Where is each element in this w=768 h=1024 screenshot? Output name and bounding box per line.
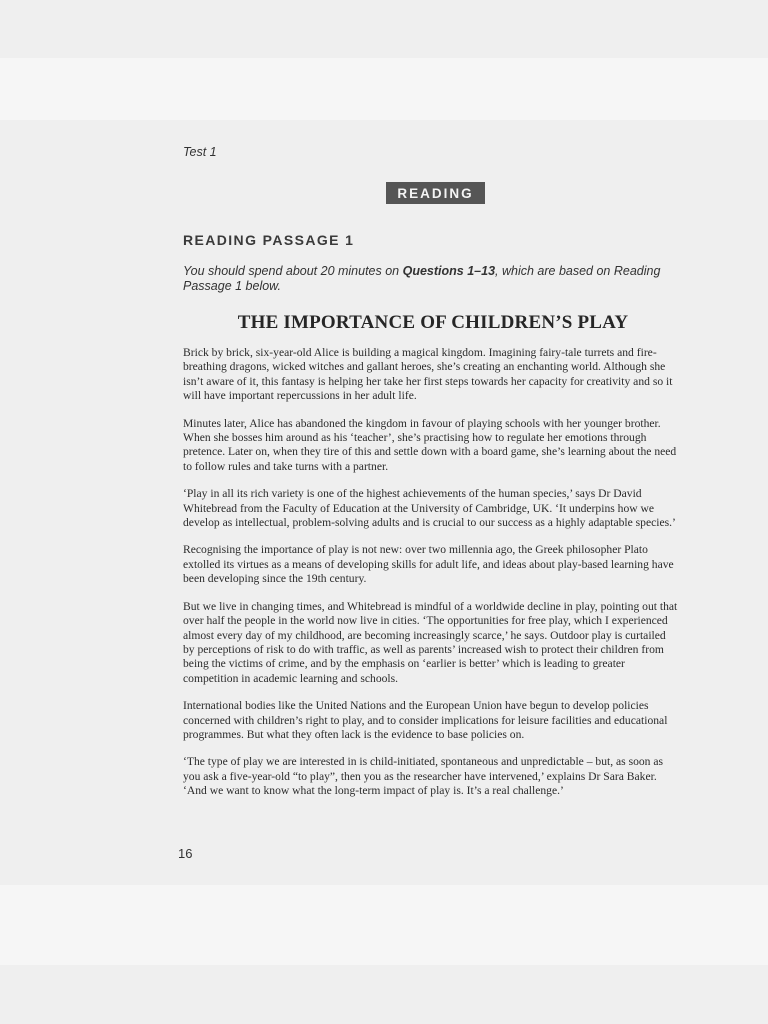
test-label: Test 1 <box>183 145 217 159</box>
instructions <box>183 264 683 294</box>
article-body <box>183 346 679 812</box>
paragraph: International bodies like the United Nations and the European Union have begun to develop policies concerned with children’s right to play, and to consider implications for leisure facilities and educational programmes. But what they often lack is the evidence to base policies on. <box>183 699 668 741</box>
paragraph: But we live in changing times, and Whitebread is mindful of a worldwide decline in play, pointing out that over half the people in the world now live in cities. ‘The opportunities for free play, which I experienced almost every day of my childhood, are becoming increasingly scarce,’ he says. Outdoor play is curtailed by perceptions of risk to do with traffic, as well as parents’ increased wish to protect their children from being the victims of crime, and by the emphasis on ‘earlier is better’ which is leading to greater competition in academic learning and schools. <box>183 599 678 685</box>
paragraph: Minutes later, Alice has abandoned the kingdom in favour of playing schools with her younger brother. When she bosses him around as his ‘teacher’, she’s practising how to regulate her emotions through pretence. Later on, when they tire of this and settle down with a board game, she’s learning about the need to follow rules and take turns with a partner. <box>183 416 677 473</box>
page-number: 16 <box>178 846 193 861</box>
paragraph: Recognising the importance of play is not new: over two millennia ago, the Greek philosopher Plato extolled its virtues as a means of developing skills for adult life, and ideas about play-based learning have been developing since the 19th century. <box>183 543 674 586</box>
passage-heading: READING PASSAGE 1 <box>183 232 355 248</box>
instructions-questions: Questions 1–13 <box>402 264 496 278</box>
paragraph: ‘The type of play we are interested in is child-initiated, spontaneous and unpredictable – but, as soon as you ask a five-year-old “to play”, then you as the researcher have intervened,’ explains Dr Sara Baker. ‘And we want to know what the long-term impact of play is. It’s a real challenge.’ <box>183 755 664 798</box>
article-title: THE IMPORTANCE OF CHILDREN’S PLAY <box>237 312 629 333</box>
paragraph: ‘Play in all its rich variety is one of the highest achievements of the human species,’ says Dr David Whitebread from the Faculty of Education at the University of Cambridge, UK. ‘It underpins how we develop as intellectual, problem-solving adults and is crucial to our success as a highly adaptable species.’ <box>183 487 676 530</box>
section-badge: READING <box>386 182 485 204</box>
instructions-text: You should spend about 20 minutes on <box>183 264 403 278</box>
paragraph: Brick by brick, six-year-old Alice is building a magical kingdom. Imagining fairy-tale turrets and fire-breathing dragons, wicked witches and gallant heroes, she’s creating an enchanting world. Although she isn’t aware of it, this fantasy is helping her take her first steps towards her capacity for creativity and so it will have important repercussions in her adult life. <box>183 346 673 403</box>
instructions-text-end: , which are based on Reading Passage 1 below. <box>183 264 661 293</box>
